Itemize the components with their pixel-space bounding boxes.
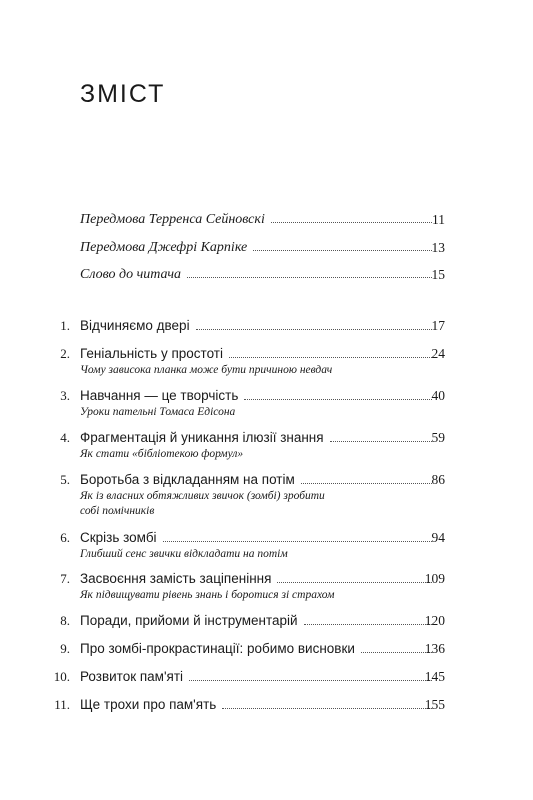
chapter-title: Скрізь зомбі [80,530,157,545]
chapter-title: Фрагментація й уникання ілюзії знання [80,430,324,445]
toc-entry-title: Слово до читача [80,267,182,282]
toc-page-number: 11 [432,212,445,227]
chapter-number: 4. [60,430,70,445]
toc-page-number: 94 [431,530,445,545]
chapter-title: Розвиток пам'яті [80,669,184,684]
toc-page-number: 13 [431,240,445,255]
chapter-title: Ще трохи про пам'ять [80,697,217,712]
toc-page-number: 109 [424,571,445,586]
chapter-subtitle: Як підвищувати рівень знань і боротися зі страхом [80,589,335,601]
chapter-number: 1. [60,318,70,333]
chapter-number: 6. [60,530,70,545]
chapter-subtitle: Чому зависока планка може бути причиною невдач [80,364,333,376]
chapter-number: 9. [60,641,70,656]
chapter-number: 3. [60,388,70,403]
chapter-title: Геніальність у простоті [80,346,223,361]
chapter-subtitle: Уроки пательні Томаса Едісона [80,406,236,418]
toc-page-number: 120 [424,613,445,628]
chapter-title: Боротьба з відкладанням на потім [80,472,295,487]
chapter-number: 2. [60,346,70,361]
chapter-number: 5. [60,472,70,487]
toc-page-number: 145 [424,669,445,684]
dot-leader [244,398,432,400]
page-title: ЗМІСТ [80,80,166,108]
chapter-title: Засвоєння замість заціпеніння [80,571,272,586]
toc-page-number: 136 [424,641,445,656]
toc-page-number: 24 [431,346,445,361]
chapter-number: 10. [53,669,70,684]
toc-page-number: 59 [431,430,445,445]
dot-leader [229,356,432,358]
chapter-number: 11. [54,697,70,712]
chapter-title: Про зомбі-прокрастинації: робимо висновки [80,641,355,656]
toc-page-number: 15 [431,267,445,282]
toc-entry-title: Передмова Джефрі Карпіке [80,240,248,255]
toc-page-number: 155 [424,697,445,712]
chapter-title: Поради, прийоми й інструментарій [80,613,298,628]
chapter-subtitle: Як із власних обтяжливих звичок (зомбі) зробити собі помічників [80,490,325,517]
dot-leader [196,328,432,330]
dot-leader [187,276,432,278]
chapter-title: Навчання — це творчість [80,388,239,403]
toc-page-number: 86 [431,472,445,487]
chapter-number: 7. [60,571,70,586]
dot-leader [189,679,432,681]
chapter-title: Відчиняємо двері [80,318,190,333]
dot-leader [222,707,432,709]
toc-page-number: 40 [431,388,445,403]
chapter-subtitle: Глибший сенс звички відкладати на потім [80,548,288,560]
chapter-number: 8. [60,613,70,628]
toc-page-number: 17 [431,318,445,333]
toc-entry-title: Передмова Терренса Сейновскі [80,212,265,227]
dot-leader [163,540,432,542]
chapter-subtitle: Як стати «бібліотекою формул» [80,448,244,460]
